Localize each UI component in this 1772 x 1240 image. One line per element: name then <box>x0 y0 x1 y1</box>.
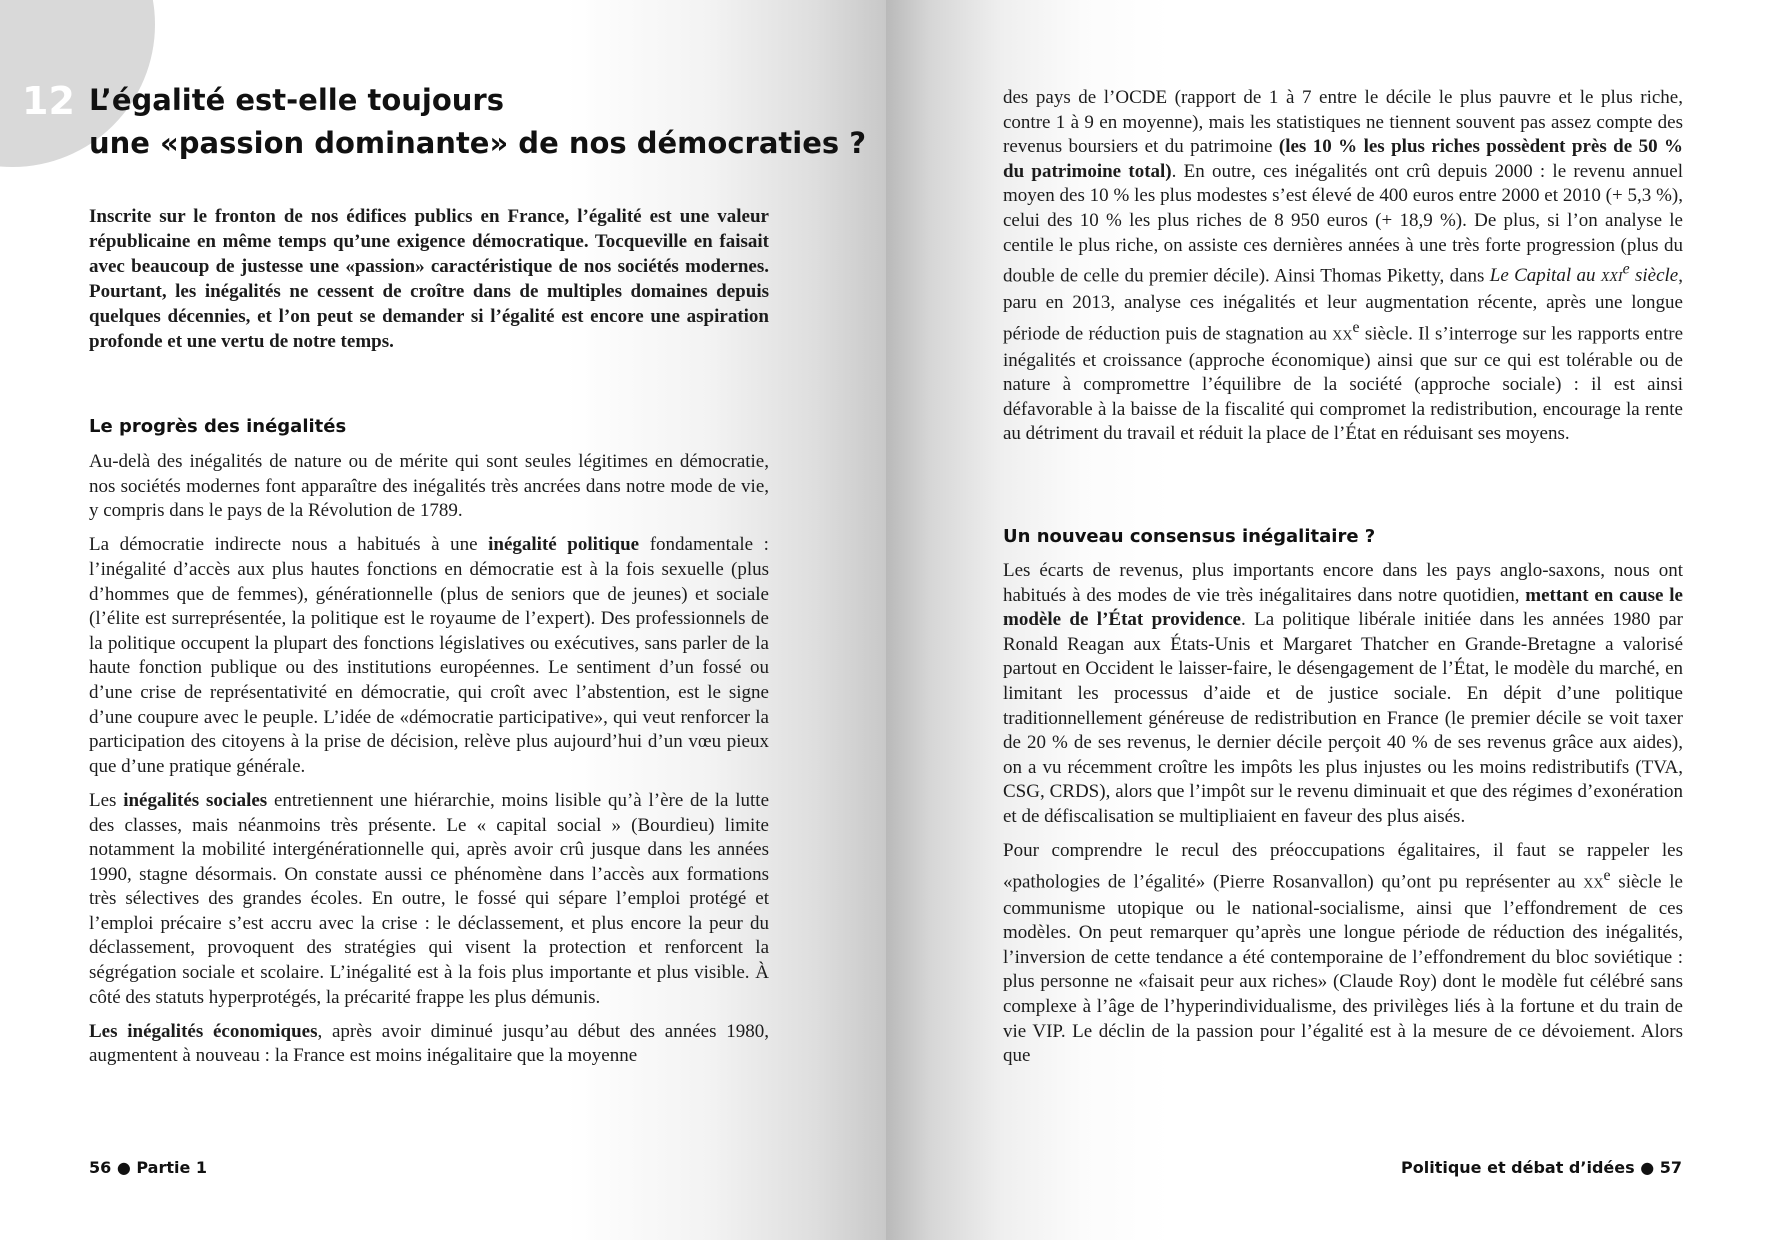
chapter-title-line-1: L’égalité est-elle toujours <box>89 83 504 117</box>
paragraph: Pour comprendre le recul des préoccupations égalitaires, il faut se rappeler les «pathologies de l’égalité» (Pierre Rosanvallon) qu’ont pu représenter au XXe siècle le communisme utopique ou le national-socialisme, ainsi que l’effondrement de ces modèles. On peut remarquer qu’après une longue période de réduction des inégalités, l’inversion de cette tendance a été contemporaine de l’effondrement du bloc soviétique : plus personne ne «faisait peur aux riches» (Claude Roy) dont le modèle fut célébré sans complexe à l’âge de l’hyperindividualisme, des privilèges liés à la fortune et du train de vie VIP. Le déclin de la passion pour l’égalité est à la mesure de ce dévoiement. Alors que <box>1003 840 1683 1067</box>
section-heading-consensus: Un nouveau consensus inégalitaire ? <box>1003 526 1376 547</box>
emphasis: (les 10 % les plus riches possèdent près de 50 % du patrimoine total) <box>1003 136 1683 182</box>
page-footer-left: 56 ● Partie 1 <box>89 1158 208 1177</box>
right-body-text-top <box>1003 86 1683 457</box>
chapter-number: 12 <box>22 79 75 123</box>
paragraph: des pays de l’OCDE (rapport de 1 à 7 entre le décile le plus pauvre et le plus riche, contre 1 à 9 en moyenne), mais les statistiques ne tiennent souvent pas assez compte des revenus boursiers et du patrimoine (les 10 % les plus riches possèdent près de 50 % du patrimoine total). En outre, ces inégalités ont crû depuis 2000 : le revenu annuel moyen des 10 % les plus modestes s’est élevé de 400 euros entre 2000 et 2010 (+ 5,3 %), celui des 10 % les plus riches de 8 950 euros (+ 18,9 %). De plus, si l’on analyse le centile le plus riche, on assiste ces dernières années à une très forte progression (plus du double de celle du premier décile). Ainsi Thomas Piketty, dans Le Capital au XXIe siècle, paru en 2013, analyse ces inégalités et leur augmentation récente, après une longue période de réduction puis de stagnation au XXe siècle. Il s’interroge sur les rapports entre inégalités et croissance (approche économique) ainsi que sur ce qui est tolérable ou de nature à compromettre l’équilibre de la société (approche sociale) : il est ainsi défavorable à la baisse de la fiscalité qui compromet la redistribution, encourage la rente au détriment du travail et réduit la place de l’État en réduisant ses moyens. <box>1003 87 1683 445</box>
left-body-text <box>89 450 769 1079</box>
book-title: Le Capital au XXIe siècle <box>1489 261 1679 287</box>
paragraph: Les inégalités sociales entretiennent une hiérarchie, moins lisible qu’à l’ère de la lutte des classes, mais néanmoins très présente. Le « capital social » (Bourdieu) limite notamment la mobilité intergénérationnelle qui, après avoir crû jusque dans les années 1990, stagne désormais. On constate aussi ce phénomène dans l’accès aux formations très sélectives des grandes écoles. En outre, le fossé qui sépare l’emploi protégé et l’emploi précaire s’est accru avec la crise : le déclassement, et plus encore la peur du déclassement, provoquent des stratégies qui visent la protection et renforcent la ségrégation sociale et scolaire. L’inégalité est à la fois plus importante et plus visible. À côté des statuts hyperprotégés, la précarité frappe les plus démunis. <box>89 789 769 1008</box>
intro-paragraph: Inscrite sur le fronton de nos édifices publics en France, l’égalité est une valeur républicaine en même temps qu’une exigence démocratique. Tocqueville en faisait avec beaucoup de justesse une «passion» caractéristique de nos sociétés modernes. Pourtant, les inégalités ne cessent de croître dans de multiples domaines depuis quelques décennies, et l’on peut se demander si l’égalité est encore une aspiration profonde et une vertu de notre temps. <box>89 206 769 352</box>
paragraph: Les inégalités économiques, après avoir diminué jusqu’au début des années 1980, augmentent à nouveau : la France est moins inégalitaire que la moyenne <box>89 1020 769 1067</box>
right-page <box>886 0 1772 1240</box>
emphasis: inégalité politique <box>488 534 640 556</box>
paragraph: La démocratie indirecte nous a habitués à une inégalité politique fondamentale : l’inégalité d’accès aux plus hautes fonctions en démocratie est à la fois sexuelle (plus d’hommes que de femmes), générationnelle (plus de seniors que de jeunes) et sociale (l’élite est surreprésentée, la politique est le royaume de l’expert). Des professionnels de la politique occupent la plupart des fonctions législatives ou exécutives, sans parler de la haute fonction publique ou des institutions européennes. Le sentiment d’un fossé ou d’une crise de représentativité en démocratie, qui croît avec l’abstention, est le signe d’une coupure avec le peuple. L’idée de «démocratie participative», qui veut renforcer la participation des citoyens à la prise de décision, relève plus aujourd’hui d’un vœu pieux que d’une pratique générale. <box>89 534 769 777</box>
paragraph: Les écarts de revenus, plus importants encore dans les pays anglo-saxons, nous ont habitués à des modes de vie très inégalitaires dans notre quotidien, mettant en cause le modèle de l’État providence. La politique libérale initiée dans les années 1980 par Ronald Reagan aux États-Unis et Margaret Thatcher en Grande-Bretagne a valorisé partout en Occident le laisser-faire, le désengagement de l’État, le modèle du marché, en limitant les processus d’aide et de justice sociale. En dépit d’une politique traditionnellement généreuse de redistribution en France (le premier décile se voit taxer de 20 % de ses revenus, le dernier décile perçoit 40 % de ses revenus grâce aux aides), on a vu récemment croître les impôts les plus injustes ou les moins redistributifs (TVA, CSG, CRDS), alors que l’impôt sur le revenu diminuait et que des régimes d’exonération et de défiscalisation se multipliaient en faveur des plus aisés. <box>1003 560 1684 827</box>
right-body-text-bottom <box>1003 559 1683 1078</box>
chapter-title <box>89 79 867 165</box>
emphasis: inégalités sociales <box>123 789 268 811</box>
emphasis: Les inégalités économiques <box>89 1020 318 1042</box>
page-footer-right: Politique et débat d’idées ● 57 <box>1401 1158 1682 1177</box>
chapter-title-line-2: une «passion dominante» de nos démocraties ? <box>89 126 867 160</box>
emphasis: mettant en cause le modèle de l’État providence <box>1003 584 1683 631</box>
paragraph: Au-delà des inégalités de nature ou de mérite qui sont seules légitimes en démocratie, nos sociétés modernes font apparaître des inégalités très ancrées dans notre mode de vie, y compris dans le pays de la Révolution de 1789. <box>89 451 769 522</box>
section-heading-progres: Le progrès des inégalités <box>89 416 347 437</box>
